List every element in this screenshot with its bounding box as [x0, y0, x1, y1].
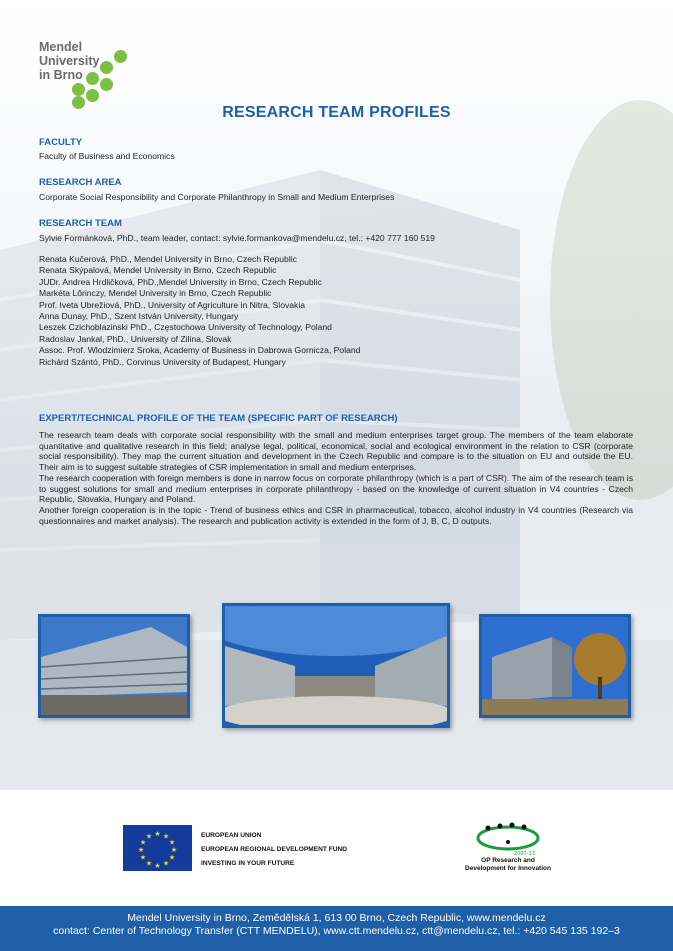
- svg-text:★: ★: [137, 846, 145, 854]
- team-leader: Sylvie Formánková, PhD., team leader, contact: sylvie.formankova@mendelu.cz, tel.: +420 777 160 519: [39, 233, 435, 243]
- page-title: RESEARCH TEAM PROFILES: [222, 104, 451, 121]
- team-member: Leszek Czichoblazinski PhD., Częstochowa University of Technology, Poland: [39, 322, 332, 333]
- footer-address: Mendel University in Brno, Zemědělská 1, 613 00 Brno, Czech Republic, www.mendelu.cz: [127, 912, 546, 924]
- team-member: Anna Dunay, PhD., Szent István University, Hungary: [39, 311, 239, 322]
- research-area-heading: RESEARCH AREA: [39, 177, 122, 188]
- team-member: Prof. Iveta Ubrežiová, PhD., University of Agriculture in Nitra, Slovakia: [39, 299, 306, 310]
- svg-text:★: ★: [168, 853, 176, 862]
- svg-text:★: ★: [139, 853, 147, 862]
- svg-text:★: ★: [145, 859, 153, 868]
- faculty-value: Faculty of Business and Economics: [39, 151, 175, 161]
- logo-dot-icon: [100, 61, 113, 74]
- op-line-2: Development for Innovation: [465, 865, 551, 872]
- eu-line-3: INVESTING IN YOUR FUTURE: [201, 860, 295, 867]
- logo-line-3: in Brno: [39, 68, 83, 82]
- op-text: [438, 857, 578, 873]
- campus-photo-center: [222, 603, 450, 728]
- team-member: Renata Skýpalová, Mendel University in Brno, Czech Republic: [39, 265, 277, 276]
- eu-line-2: EUROPEAN REGIONAL DEVELOPMENT FUND: [201, 846, 348, 853]
- expert-profile-heading: EXPERT/TECHNICAL PROFILE OF THE TEAM (SPECIFIC PART OF RESEARCH): [39, 413, 398, 424]
- team-members-list: [39, 254, 360, 368]
- eu-flag-icon: [123, 825, 192, 871]
- op-year: 2007-13: [514, 851, 535, 857]
- campus-photo-left: [38, 614, 190, 718]
- svg-text:★: ★: [162, 832, 170, 841]
- team-member: Markéta Lőrinczy, Mendel University in Brno, Czech Republic: [39, 288, 272, 299]
- expert-profile-body: [39, 430, 633, 526]
- logo-dot-icon: [100, 78, 113, 91]
- svg-text:★: ★: [145, 832, 153, 841]
- footer-contact: contact: Center of Technology Transfer (CTT MENDELU), www.ctt.mendelu.cz, ctt@mendelu.cz, tel.: +420 545 135 192–3: [53, 925, 620, 937]
- logo-line-1: Mendel: [39, 40, 83, 54]
- team-member: Renata Kučerová, PhD., Mendel University in Brno, Czech Republic: [39, 254, 297, 264]
- team-member: Radoslav Jankal, PhD., University of Zilina, Slovak: [39, 333, 232, 344]
- eu-line-1: EUROPEAN UNION: [201, 832, 262, 839]
- op-line-1: OP Research and: [481, 857, 535, 864]
- team-member: Richárd Szántó, PhD., Corvinus University of Budapest, Hungary: [39, 356, 286, 367]
- profile-paragraph: The research team deals with corporate social responsibility with the small and medium enterprises target group. The members of the team elaborate quantitative and qualitative research in this field; analyse legal, political, economical, social and ecological environment in the relation to CSR (corporate social responsibility). They map the current situation and development in the Czech Republic and compare is to the situation on EU and outside the EU. Their aim is to suggest suitable strategies of CSR implementation in small and medium enterprises.: [39, 430, 633, 473]
- svg-text:★: ★: [139, 838, 147, 847]
- logo-dot-icon: [114, 50, 127, 63]
- logo-dot-icon: [86, 89, 99, 102]
- research-area-value: Corporate Social Responsibility and Corporate Philanthropy in Small and Medium Enterprises: [39, 192, 395, 202]
- svg-text:★: ★: [170, 846, 178, 854]
- team-member: JUDr. Andrea Hrdličková, PhD.,Mendel University in Brno, Czech Republic: [39, 276, 322, 287]
- profile-paragraph: The research cooperation with foreign members is done in narrow focus on corporate philanthropy (which is a part of CSR). The aim of the research team is to suggest solutions for small and medium enterprises in corporate philanthropy - based on the knowledge of current situation in V4 countries - Czech Republic, Slovakia, Hungary and Poland.: [39, 472, 633, 505]
- footer: [0, 906, 673, 951]
- logo-line-2: University: [39, 54, 100, 68]
- faculty-heading: FACULTY: [39, 137, 83, 148]
- svg-text:★: ★: [154, 830, 161, 838]
- svg-text:★: ★: [162, 859, 170, 868]
- svg-text:★: ★: [154, 862, 161, 870]
- logo-dot-icon: [86, 72, 99, 85]
- logo-dot-icon: [72, 83, 85, 96]
- research-team-heading: RESEARCH TEAM: [39, 218, 122, 229]
- profile-paragraph: Another foreign cooperation is in the topic - Trend of business ethics and CSR in pharmaceutical, tobacco, alcohol industry in V4 countries (Research via questionnaires and market analysis). The research and publication activity is extended in the form of J, B, C, D outputs.: [39, 504, 633, 526]
- campus-photo-right: [479, 614, 631, 718]
- svg-text:★: ★: [168, 838, 176, 847]
- team-member: Assoc. Prof. Wlodzimierz Sroka, Academy of Business in Dabrowa Gornicza, Poland: [39, 345, 361, 356]
